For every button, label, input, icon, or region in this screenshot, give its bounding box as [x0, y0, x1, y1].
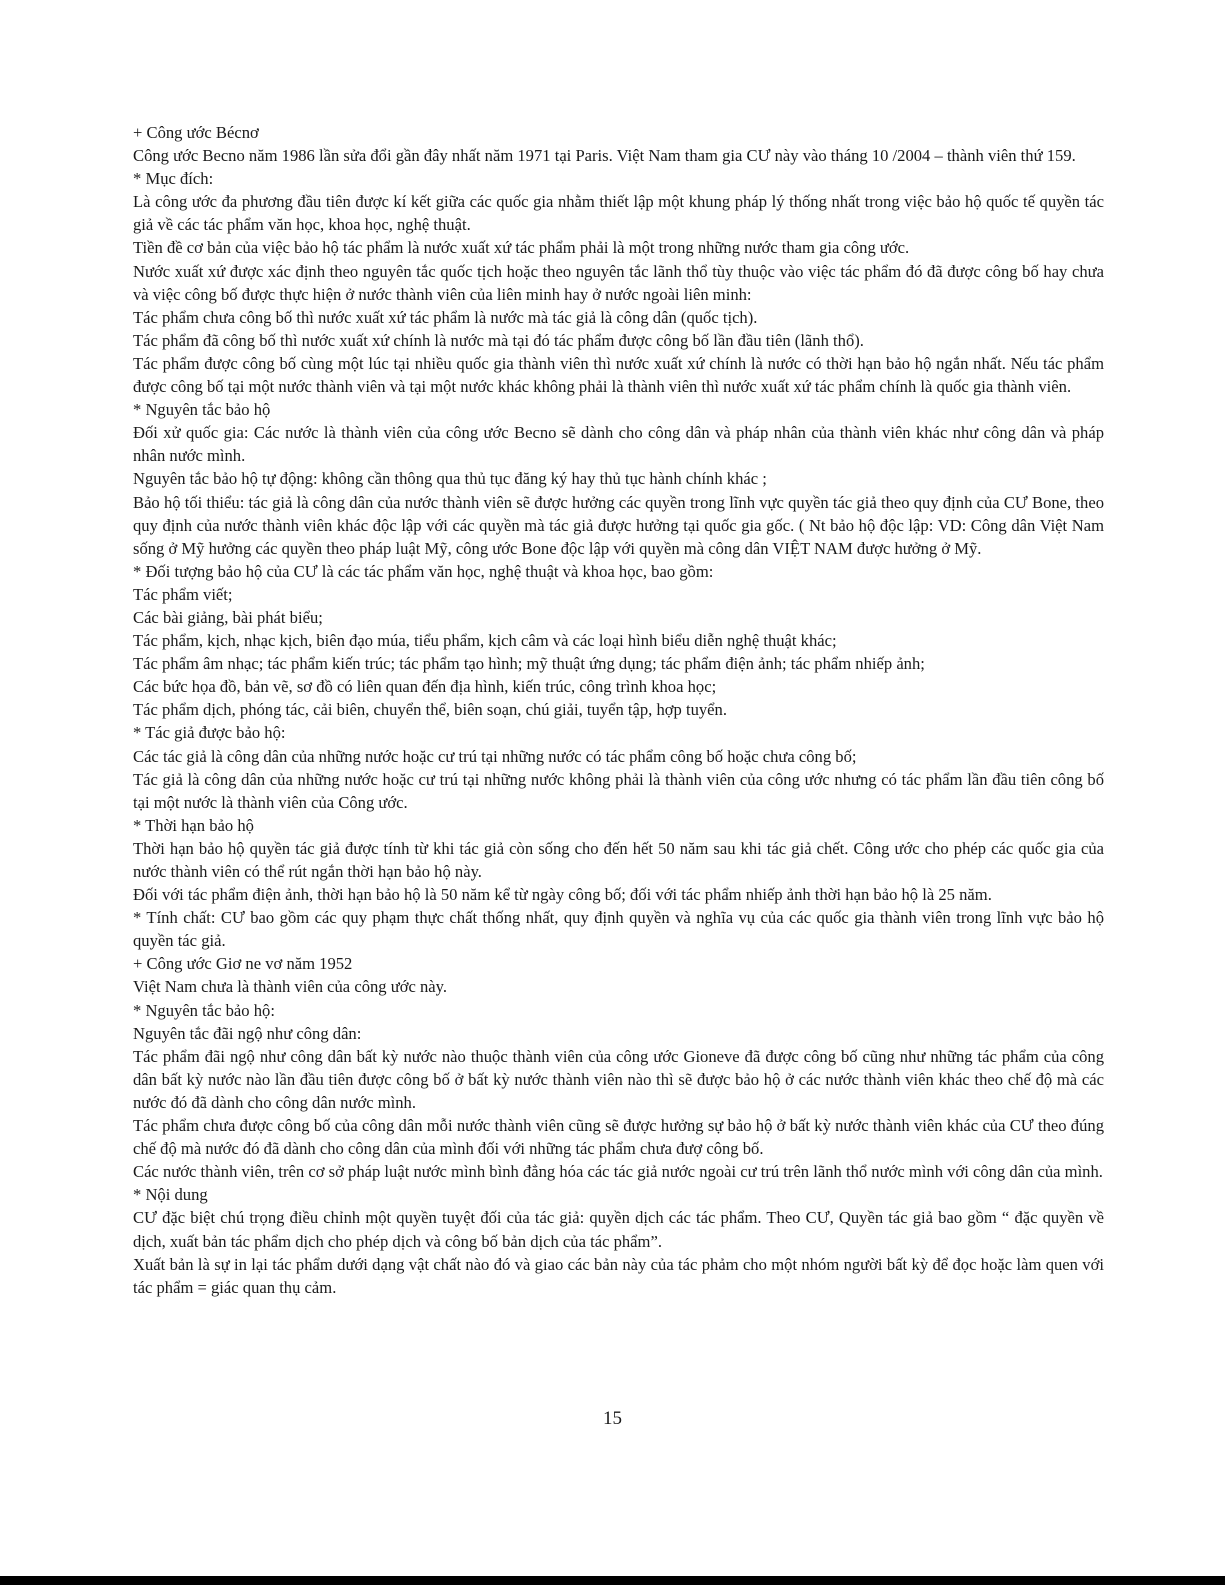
paragraph: * Nội dung: [133, 1185, 208, 1205]
paragraph: Các bài giảng, bài phát biểu;: [133, 607, 323, 627]
paragraph: + Công ước Giơ ne vơ năm 1952: [133, 954, 353, 974]
paragraph: Tác phẩm, kịch, nhạc kịch, biên đạo múa, tiểu phẩm, kịch câm và các loại hình biểu diễn nghệ thuật khác;: [133, 631, 837, 651]
paragraph: Nguyên tắc đãi ngộ như công dân:: [133, 1023, 362, 1043]
paragraph: * Mục đích:: [133, 169, 214, 189]
paragraph: Thời hạn bảo hộ quyền tác giả được tính từ khi tác giả còn sống cho đến hết 50 năm sau khi tác giả chết. Công ước cho phép các quốc gia của nước thành viên có thể rút ngắn thời hạn bảo hộ này.: [133, 838, 1104, 881]
paragraph: Tác phẩm viết;: [133, 584, 233, 604]
paragraph: Tác phẩm được công bố cùng một lúc tại nhiều quốc gia thành viên thì nước xuất xứ chính là nước có thời hạn bảo hộ ngắn nhất. Nếu tác phẩm được công bố tại một nước thành viên và tại một nước khác không phải là thành viên thì nước xuất xứ tác phẩm chính là quốc gia thành viên.: [133, 353, 1104, 397]
paragraph: * Đối tượng bảo hộ của CƯ là các tác phẩm văn học, nghệ thuật và khoa học, bao gồm:: [133, 561, 714, 581]
document-body: [133, 121, 1104, 1299]
paragraph: Xuất bản là sự in lại tác phẩm dưới dạng vật chất nào đó và giao các bản này của tác phảm cho một nhóm người bất kỳ để đọc hoặc làm quen với tác phẩm = giác quan thụ cảm.: [133, 1254, 1104, 1297]
paragraph: Việt Nam chưa là thành viên của công ước này.: [133, 977, 448, 997]
paragraph: + Công ước Bécnơ: [133, 123, 259, 142]
paragraph: Tác phẩm đãi ngộ như công dân bất kỳ nước nào thuộc thành viên của công ước Gioneve đã được công bố cũng như những tác phẩm của công dân bất kỳ nước nào lần đầu tiên được công bố ở bất kỳ nước thành viên nào thì sẽ được bảo hộ ở các nước thành viên khác theo chế độ mà các nước đó đã dành cho công dân nước mình.: [133, 1046, 1104, 1112]
paragraph: Các bức họa đồ, bản vẽ, sơ đồ có liên quan đến địa hình, kiến trúc, công trình khoa học;: [133, 677, 717, 697]
paragraph: Các tác giả là công dân của những nước hoặc cư trú tại những nước có tác phẩm công bố hoặc chưa công bố;: [133, 746, 857, 766]
paragraph: Tác giả là công dân của những nước hoặc cư trú tại những nước không phải là thành viên của công ước nhưng có tác phẩm lần đầu tiên công bố tại một nước là thành viên của Công ước.: [133, 769, 1104, 812]
paragraph: Bảo hộ tối thiểu: tác giả là công dân của nước thành viên sẽ được hưởng các quyền trong lĩnh vực quyền tác giả theo quy định của CƯ Bone, theo quy định của nước thành viên khác độc lập với các quyền mà tác giả được hưởng tại quốc gia gốc. ( Nt bảo hộ độc lập: VD: Công dân Việt Nam sống ở Mỹ hưởng các quyền theo pháp luật Mỹ, công ước Bone độc lập với quyền mà công dân VIỆT NAM được hưởng ở Mỹ.: [133, 492, 1104, 558]
paragraph: * Tính chất: CƯ bao gồm các quy phạm thực chất thống nhất, quy định quyền và nghĩa vụ của các quốc gia thành viên trong lĩnh vực bảo hộ quyền tác giả.: [133, 908, 1104, 951]
bottom-border-rule: [0, 1576, 1225, 1585]
paragraph: Tác phẩm dịch, phóng tác, cải biên, chuyển thể, biên soạn, chú giải, tuyển tập, hợp tuyển.: [133, 700, 727, 720]
paragraph: * Tác giả được bảo hộ:: [133, 723, 286, 743]
paragraph: Đối với tác phẩm điện ảnh, thời hạn bảo hộ là 50 năm kể từ ngày công bố; đối với tác phẩm nhiếp ảnh thời hạn bảo hộ là 25 năm.: [133, 885, 992, 905]
page-number: 15: [603, 1408, 622, 1429]
paragraph: Tiền đề cơ bản của việc bảo hộ tác phẩm là nước xuất xứ tác phẩm phải là một trong những nước tham gia công ước.: [133, 238, 910, 258]
paragraph: Công ước Becno năm 1986 lần sửa đổi gần đây nhất năm 1971 tại Paris. Việt Nam tham gia CƯ này vào tháng 10 /2004 – thành viên thứ 159.: [133, 146, 1076, 166]
paragraph: CƯ đặc biệt chú trọng điều chỉnh một quyền tuyệt đối của tác giả: quyền dịch các tác phẩm. Theo CƯ, Quyền tác giả bao gồm “ đặc quyền về dịch, xuất bản tác phẩm dịch cho phép dịch và công bố bản dịch của tác phẩm”.: [133, 1208, 1104, 1251]
paragraph: Nguyên tắc bảo hộ tự động: không cần thông qua thủ tục đăng ký hay thủ tục hành chính khác ;: [133, 469, 767, 489]
paragraph: * Nguyên tắc bảo hộ: [133, 400, 271, 420]
paragraph: Là công ước đa phương đầu tiên được kí kết giữa các quốc gia nhằm thiết lập một khung pháp lý thống nhất trong việc bảo hộ quốc tế quyền tác giả về các tác phẩm văn học, khoa học, nghệ thuật.: [133, 192, 1104, 235]
paragraph: * Thời hạn bảo hộ: [133, 815, 254, 835]
paragraph: Tác phẩm đã công bố thì nước xuất xứ chính là nước mà tại đó tác phẩm được công bố lần đầu tiên (lãnh thổ).: [133, 330, 864, 350]
paragraph: Đối xử quốc gia: Các nước là thành viên của công ước Becno sẽ dành cho công dân và pháp nhân của thành viên khác như công dân và pháp nhân nước mình.: [133, 423, 1104, 466]
paragraph: Các nước thành viên, trên cơ sở pháp luật nước mình bình đẳng hóa các tác giả nước ngoài cư trú trên lãnh thổ nước mình với công dân của mình.: [133, 1162, 1103, 1182]
paragraph: Tác phẩm chưa công bố thì nước xuất xứ tác phẩm là nước mà tác giả là công dân (quốc tịch).: [133, 307, 758, 327]
paragraph: Nước xuất xứ được xác định theo nguyên tắc quốc tịch hoặc theo nguyên tắc lãnh thổ tùy thuộc vào việc tác phẩm đó đã được công bố hay chưa và việc công bố được thực hiện ở nước thành viên của liên minh hay ở nước ngoài liên minh:: [133, 261, 1104, 304]
paragraph: Tác phẩm âm nhạc; tác phẩm kiến trúc; tác phẩm tạo hình; mỹ thuật ứng dụng; tác phẩm điện ảnh; tác phẩm nhiếp ảnh;: [133, 654, 925, 674]
paragraph: Tác phẩm chưa được công bố của công dân mỗi nước thành viên cũng sẽ được hưởng sự bảo hộ ở bất kỳ nước thành viên khác của CƯ theo đúng chế độ mà nước đó đã dành cho công dân của mình đối với những tác phẩm chưa đượ công bố.: [133, 1116, 1104, 1159]
paragraph: * Nguyên tắc bảo hộ:: [133, 1000, 275, 1020]
